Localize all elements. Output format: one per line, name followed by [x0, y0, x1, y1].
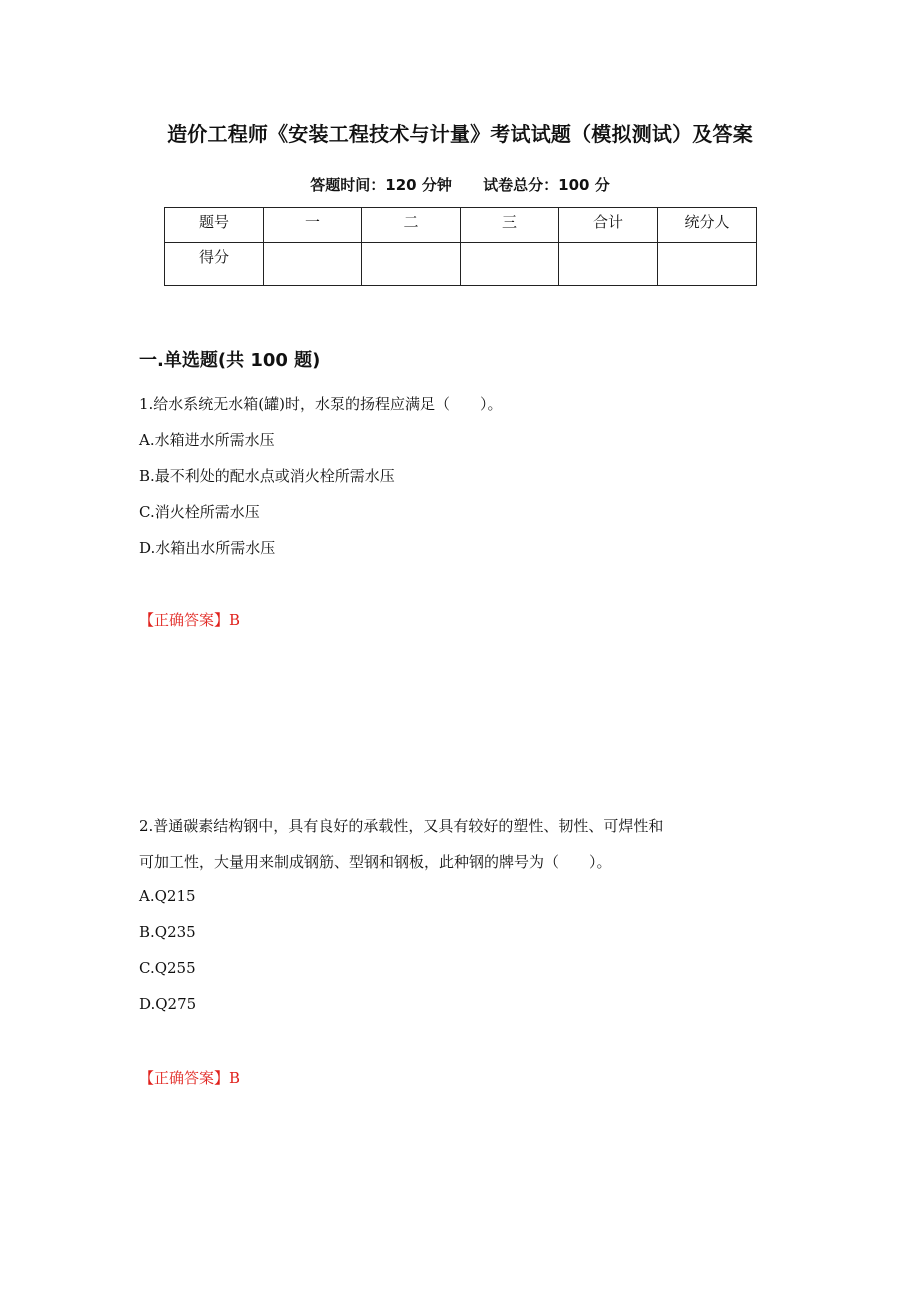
header-cell-part-2: 二: [362, 208, 461, 243]
question-stem: 1.给水系统无水箱(罐)时，水泵的扬程应满足（ ）。: [139, 395, 503, 413]
option-a: A.水箱进水所需水压: [139, 431, 275, 449]
score-cell: [264, 243, 362, 286]
header-cell-scorer: 统分人: [658, 208, 757, 243]
header-cell-part-1: 一: [264, 208, 362, 243]
header-cell-number: 题号: [165, 208, 264, 243]
score-table-score-row: [165, 243, 757, 286]
option-a: A.Q215: [139, 887, 196, 905]
score-cell: [559, 243, 658, 286]
score-table: [164, 207, 757, 286]
header-cell-total: 合计: [559, 208, 658, 243]
exam-meta: [0, 174, 920, 195]
score-cell: [362, 243, 461, 286]
header-cell-part-3: 三: [461, 208, 559, 243]
section-title: 一.单选题(共 100 题): [139, 350, 321, 371]
score-cell: [658, 243, 757, 286]
option-d: D.水箱出水所需水压: [139, 539, 276, 557]
correct-answer: 【正确答案】B: [139, 1069, 241, 1087]
option-c: C.Q255: [139, 959, 196, 977]
exam-time: 答题时间：120 分钟: [310, 176, 452, 194]
score-row-label: 得分: [165, 243, 264, 286]
score-table-header-row: [165, 208, 757, 243]
correct-answer: 【正确答案】B: [139, 611, 241, 629]
option-c: C.消火栓所需水压: [139, 503, 260, 521]
option-b: B.最不利处的配水点或消火栓所需水压: [139, 467, 395, 485]
exam-total: 试卷总分：100 分: [483, 176, 610, 194]
option-b: B.Q235: [139, 923, 196, 941]
document-title: 造价工程师《安装工程技术与计量》考试试题（模拟测试）及答案: [167, 122, 753, 146]
question-stem-line-1: 2.普通碳素结构钢中，具有良好的承载性，又具有较好的塑性、韧性、可焊性和: [139, 817, 664, 835]
score-cell: [461, 243, 559, 286]
question-stem-line-2: 可加工性，大量用来制成钢筋、型钢和钢板，此种钢的牌号为（ ）。: [139, 853, 612, 871]
option-d: D.Q275: [139, 995, 197, 1013]
